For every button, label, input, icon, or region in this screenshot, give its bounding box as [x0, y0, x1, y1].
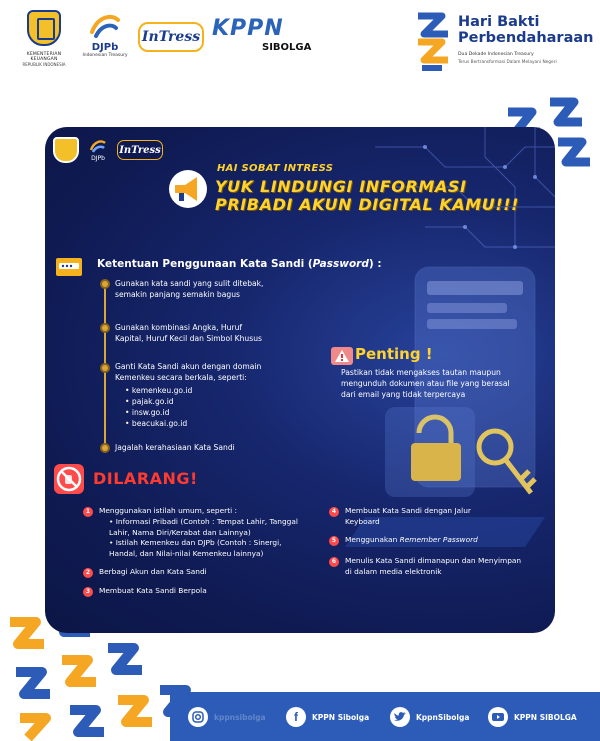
- prohibited-sub-list: [109, 517, 309, 559]
- prohibited-item: Berbagi Akun dan Kata Sandi: [99, 567, 207, 576]
- prohibited-item: Membuat Kata Sandi Berpola: [99, 586, 207, 595]
- section-title-pre: Ketentuan Penggunaan Kata Sandi (: [97, 258, 313, 270]
- timeline-dot: [100, 443, 110, 453]
- djpb-mini-logo: [87, 139, 109, 162]
- hari-bakti-motto: Terus Bertransformasi Dalam Melayani Negeri: [458, 60, 557, 65]
- prohibited-number: 3: [83, 587, 93, 597]
- rule-item: Jagalah kerahasiaan Kata Sandi: [115, 443, 235, 452]
- kppn-subtitle: SIBOLGA: [262, 42, 312, 53]
- kemenkeu-seal-icon: [27, 10, 61, 46]
- prohibited-item: Menggunakan istilah umum, seperti :: [99, 506, 238, 515]
- kemenkeu-name: KEMENTERIAN KEUANGAN: [26, 52, 62, 62]
- rule-item: Gunakan kata sandi yang sulit ditebak, semakin panjang semakin bagus: [115, 279, 264, 300]
- section-title-password: Password: [312, 258, 369, 270]
- kppn-title: KPPN: [212, 16, 284, 41]
- prohibited-sub-item: • Istilah Kemenkeu dan DJPb (Contoh : Sinergi, Handal, dan Nilai-nilai Kemenkeu lainnya): [109, 538, 282, 558]
- important-text: Pastikan tidak mengakses tautan maupun mengunduh dokumen atau file yang berasal dari email yang tidak terpercaya: [341, 368, 510, 399]
- timeline-dot: [100, 323, 110, 333]
- domain-item: • insw.go.id: [125, 407, 192, 418]
- domain-item: • pajak.go.id: [125, 396, 192, 407]
- warning-icon: [329, 343, 355, 369]
- intress-mini-logo: InTress: [117, 140, 163, 160]
- prohibited-number: 2: [83, 568, 93, 578]
- djpb-title: DJPb: [91, 42, 119, 53]
- password-screen-icon: [55, 255, 85, 281]
- hari-bakti-title-2: Perbendaharaan: [458, 30, 594, 46]
- important-title: Penting !: [355, 345, 433, 363]
- djpb-mini-swirl-icon: [89, 139, 107, 153]
- timeline-dot: [100, 279, 110, 289]
- prohibited-sub-item: • Informasi Pribadi (Contoh : Tempat Lahir, Tanggal Lahir, Nama Diri/Kerabat dan Lainnya): [109, 517, 298, 537]
- youtube-link[interactable]: [488, 706, 577, 728]
- rule-item: Ganti Kata Sandi akun dengan domain Kemenkeu secara berkala, seperti:: [115, 362, 262, 383]
- prohibited-number: 4: [329, 507, 339, 517]
- twitter-link[interactable]: [390, 706, 469, 728]
- youtube-icon: [488, 707, 508, 727]
- hari-bakti-title-1: Hari Bakti: [458, 14, 540, 30]
- instagram-icon: [188, 707, 208, 727]
- megaphone-icon: [167, 169, 209, 209]
- domain-item: • beacukai.go.id: [125, 418, 192, 429]
- kemenkeu-logo: [14, 10, 74, 80]
- headline-line-1: YUK LINDUNGI INFORMASI: [215, 177, 467, 196]
- djpb-subtitle: Indonesian Treasury: [82, 53, 128, 58]
- prohibited-item: Membuat Kata Sandi dengan Jalur Keyboard: [345, 506, 471, 526]
- prohibited-hand-icon: [53, 463, 85, 495]
- hari-bakti-tagline: Dua Dekade Indonesian Treasury: [458, 52, 534, 57]
- header: [0, 0, 600, 90]
- instagram-handle: kppnsibolga: [214, 712, 266, 722]
- prohibited-number: 6: [329, 557, 339, 567]
- facebook-link[interactable]: [286, 706, 369, 728]
- kppn-logo: [212, 16, 322, 64]
- intress-logo: InTress: [138, 22, 204, 52]
- facebook-icon: f: [286, 707, 306, 727]
- hari-bakti-mark-icon: [412, 8, 454, 76]
- section-title: [97, 258, 382, 270]
- prohibited-item: Menulis Kata Sandi dimanapun dan Menyimpan di dalam media elektronik: [345, 556, 522, 576]
- rule-item: Gunakan kombinasi Angka, Huruf Kapital, Huruf Kecil dan Simbol Khusus: [115, 323, 262, 344]
- domain-list: [125, 385, 192, 429]
- greeting: HAI SOBAT INTRESS: [217, 163, 334, 174]
- djpb-logo: [80, 12, 130, 72]
- domain-item: • kemenkeu.go.id: [125, 385, 192, 396]
- twitter-handle: KppnSibolga: [416, 712, 470, 722]
- facebook-handle: KPPN Sibolga: [312, 712, 370, 722]
- timeline-dot: [100, 363, 110, 373]
- kemenkeu-mini-icon: [53, 137, 79, 163]
- prohibited-number: 1: [83, 507, 93, 517]
- twitter-icon: [390, 707, 410, 727]
- prohibited-item: Menggunakan Remember Password: [345, 535, 478, 544]
- prohibited-number: 5: [329, 536, 339, 546]
- instagram-link[interactable]: [188, 706, 266, 728]
- poster-logos: [53, 135, 163, 165]
- poster-card: [45, 127, 555, 633]
- hari-bakti-logo: [412, 8, 594, 82]
- prohibited-title: DILARANG!: [93, 469, 198, 488]
- djpb-mini-label: DJPb: [91, 154, 105, 162]
- djpb-swirl-icon: [88, 12, 122, 38]
- headline-line-2: PRIBADI AKUN DIGITAL KAMU!!!: [215, 195, 520, 214]
- kemenkeu-country: REPUBLIK INDONESIA: [22, 62, 66, 67]
- section-title-post: ) :: [368, 258, 382, 270]
- youtube-handle: KPPN SIBOLGA: [514, 712, 577, 722]
